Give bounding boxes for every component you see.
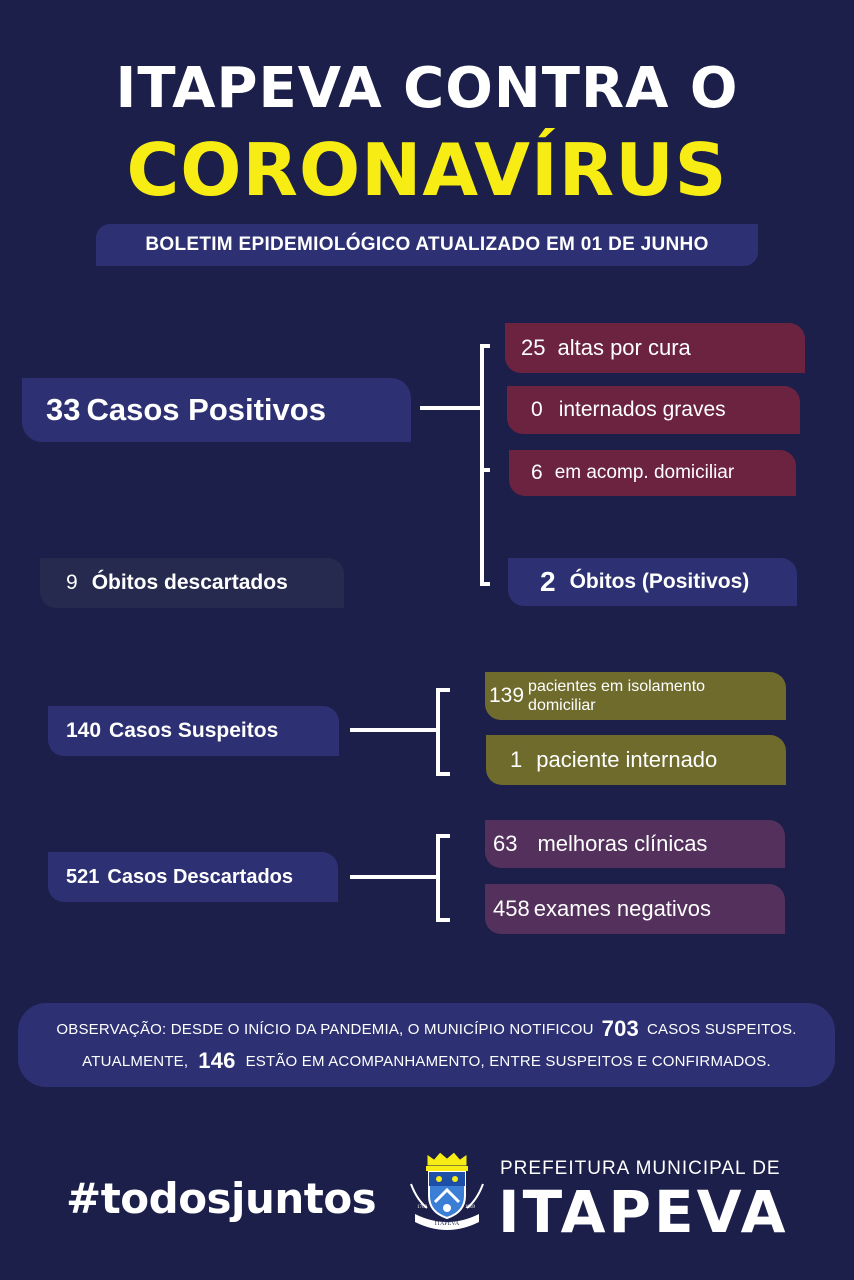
observation-line2-text: ATUALMENTE, [82, 1052, 189, 1070]
observation-line1 [56, 1013, 796, 1045]
bracket-tick [480, 468, 490, 472]
notified-cases-count: 703 [601, 1016, 639, 1041]
clinical-improvement-label: melhoras clínicas [537, 831, 708, 856]
bracket-vertical [436, 834, 440, 922]
observation-line2-end: ESTÃO EM ACOMPANHAMENTO, ENTRE SUSPEITOS E CONFIRMADOS. [245, 1052, 771, 1070]
positive-deaths-box [508, 558, 797, 606]
suspect-cases-box [48, 706, 339, 756]
crest-ribbon-text: ITAPEVA [434, 1221, 460, 1227]
city-name: ITAPEVA [498, 1178, 789, 1246]
discarded-cases-label: Casos Descartados [107, 865, 294, 888]
title-line2: CORONAVÍRUS [126, 128, 728, 212]
title-line1: ITAPEVA CONTRA O [115, 56, 739, 121]
monitored-count: 146 [198, 1048, 236, 1073]
bracket-vertical [436, 688, 440, 776]
home-monitoring-label: em acomp. domiciliar [554, 462, 735, 483]
discarded-deaths-count: 9 [66, 571, 78, 594]
bracket-tick [480, 344, 490, 348]
hashtag: #todosjuntos [66, 1174, 377, 1223]
bracket-vertical [480, 344, 484, 586]
discarded-cases-box [48, 852, 338, 902]
home-isolation-label [528, 677, 705, 715]
observation-box [18, 1003, 835, 1087]
recovered-label: altas por cura [557, 335, 691, 360]
negative-tests-box [485, 884, 785, 934]
clinical-improvement-box [485, 820, 785, 868]
connector-line [420, 406, 482, 410]
positive-deaths-label: Óbitos (Positivos) [569, 570, 750, 593]
negative-tests-count: 458 [493, 896, 530, 921]
home-isolation-box [485, 672, 786, 720]
clinical-improvement-count: 63 [493, 831, 518, 856]
positive-cases-box [22, 378, 411, 442]
hospitalized-patient-box [486, 735, 786, 785]
home-monitoring-box [509, 450, 796, 496]
observation-line2 [82, 1045, 771, 1077]
home-isolation-label-line2: domiciliar [528, 697, 596, 714]
prefecture-label: PREFEITURA MUNICIPAL DE [500, 1158, 781, 1179]
severe-hospitalized-box [507, 386, 800, 434]
recovered-count: 25 [521, 335, 546, 360]
connector-line [350, 875, 438, 879]
bracket-tick [436, 688, 450, 692]
recovered-box [505, 323, 805, 373]
observation-line1-end: CASOS SUSPEITOS. [646, 1020, 797, 1038]
bulletin-subtitle: BOLETIM EPIDEMIOLÓGICO ATUALIZADO EM 01 DE JUNHO [96, 224, 758, 266]
negative-tests-label: exames negativos [533, 896, 712, 921]
bracket-tick [436, 834, 450, 838]
severe-hospitalized-count: 0 [531, 398, 543, 421]
city-crest-icon [403, 1150, 491, 1232]
suspect-cases-count: 140 [66, 719, 102, 742]
observation-line1-text: OBSERVAÇÃO: DESDE O INÍCIO DA PANDEMIA, O MUNICÍPIO NOTIFICOU [56, 1020, 594, 1038]
suspect-cases-label: Casos Suspeitos [109, 719, 279, 742]
hospitalized-patient-label: paciente internado [536, 747, 718, 772]
hospitalized-patient-count: 1 [510, 747, 523, 772]
bracket-tick [436, 772, 450, 776]
positive-cases-label: Casos Positivos [86, 392, 326, 427]
home-monitoring-count: 6 [531, 461, 543, 484]
severe-hospitalized-label: internados graves [558, 398, 726, 421]
connector-line [350, 728, 438, 732]
discarded-deaths-label: Óbitos descartados [91, 571, 288, 594]
home-isolation-label-line1: pacientes em isolamento [528, 678, 706, 695]
discarded-deaths-box [40, 558, 344, 608]
positive-cases-count: 33 [46, 392, 81, 427]
crest-year-left: 1769 [417, 1205, 427, 1210]
bracket-tick [480, 582, 490, 586]
home-isolation-count: 139 [489, 684, 525, 707]
positive-deaths-count: 2 [540, 566, 556, 597]
bracket-tick [436, 918, 450, 922]
crest-year-right: 1969 [465, 1205, 475, 1210]
discarded-cases-count: 521 [66, 865, 100, 888]
